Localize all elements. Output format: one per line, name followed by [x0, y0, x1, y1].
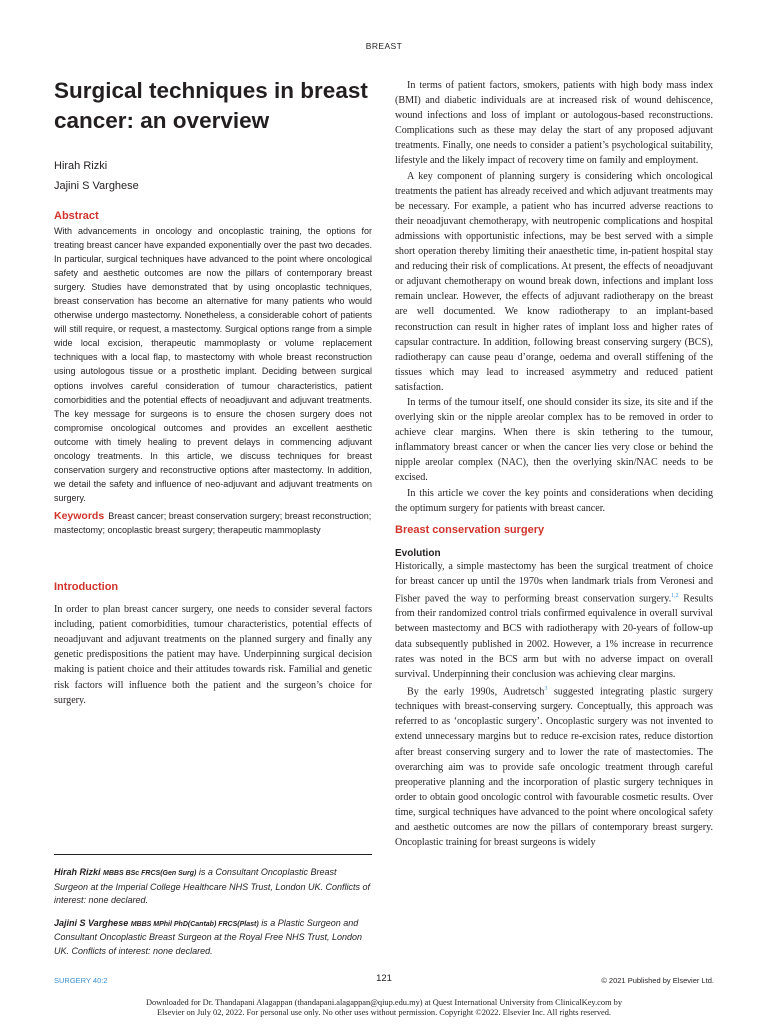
paragraph — [395, 559, 713, 682]
paragraph-text: Historically, a simple mastectomy has been the surgical treatment of choice for breast cancer up until the 1970s when landmark trials from Veronesi and Fisher paved the way to performing breast conservation surgery. — [395, 560, 713, 605]
download-line: Downloaded for Dr. Thandapani Alagappan (thandapani.alagappan@qiup.edu.my) at Quest International University from ClinicalKey.com by — [145, 998, 623, 1007]
author-bios — [54, 866, 372, 967]
keywords-label: Keywords — [54, 509, 105, 522]
paragraph-text: By the early 1990s, Audretsch — [407, 686, 545, 698]
paragraph: A key component of planning surgery is considering which oncological treatments the patient has already received and which adjuvant treatments may be necessary. For example, a patient who has incurred adverse reactions to their neoadjuvant chemotherapy, with neutropenic complications and hospital admissions with opportunistic infections, may be best served with a simple short operation thereby limiting their anaesthetic time, in-patient hospital stay and reducing their risk of complications. At present, the effects of neoadjuvant or adjuvant chemotherapy on wound break down, infections and implant loss remain unclear. However, the effects of adjuvant radiotherapy on the breast are well documented. We know radiotherapy to an implant-based reconstruction can result in higher rates of implant loss and higher rates of capsular contracture. In addition, following breast conserving surgery (BCS), radiotherapy can cause peau d’orange, oedema and overall stiffening of the tissues which may lead to increased asymmetry and reduced patient satisfaction. — [395, 170, 713, 393]
paragraph-text: suggested integrating plastic surgery techniques with breast-conserving surgery. Conceptually, this approach was referred to as ‘oncoplastic surgery’. Oncoplastic surgery was not invented to extend unnecessary margins but to reduce re-excision rates, reduce distortion after breast conserving surgery and to lower the rate of mastectomies. The overarching aim was to provide safe oncologic treatment through careful preoperative planning and the incorporation of plastic surgery techniques in order to obtain good oncologic control with favourable cosmetic results. Over time, surgical techniques have advanced to the point where oncological safety and aesthetic outcomes are now the pillars of contemporary breast surgery. Oncoplastic training for breast surgeons is widely — [395, 686, 713, 849]
reference-link[interactable]: 3 — [544, 685, 548, 692]
bcs-heading: Breast conservation surgery — [395, 523, 545, 536]
bio-text: is a Plastic Surgeon and Consultant Oncoplastic Breast Surgeon at the Royal Free NHS Trust, London UK. Conflicts of interest: none declared. — [54, 917, 362, 956]
right-column — [395, 78, 713, 850]
bio-entry — [54, 917, 372, 959]
author-name: Jajini S Varghese — [54, 180, 139, 192]
introduction-text: In order to plan breast cancer surgery, one needs to consider several factors including, patient comorbidities, tumour characteristics, potential effects of neoadjuvant and adjuvant treatments on the planned surgery and finally any genetic predispositions the patient may have. Underpinning surgical decision making is patient choice and their attitudes towards risk. Familial and genetic risk factors will influence both the patient and the surgeon’s choice for surgery. — [54, 604, 372, 706]
section-tag: BREAST — [365, 41, 403, 51]
paragraph — [395, 682, 713, 850]
bio-name: Jajini S Varghese — [54, 917, 129, 928]
download-line: Elsevier on July 02, 2022. For personal use only. No other uses without permission. Copyright ©2022. Elsevier Inc. All rights reserved. — [156, 1008, 612, 1017]
bio-text: is a Consultant Oncoplastic Breast Surgeon at the Imperial College Healthcare NHS Trust, London UK. Conflicts of interest: none declared. — [54, 867, 370, 905]
paragraph: In terms of the tumour itself, one should consider its size, its site and if the overlying skin or the nipple areolar complex has to be removed in order to achieve clear margins. When there is skin tethering to the tumour, inflammatory breast cancer or when the cancer lies very close or behind the nipple areolar complex (NAC), then the overlying skin/NAC needs to be excised. — [395, 396, 713, 484]
bio-entry — [54, 866, 372, 908]
author-list — [54, 156, 372, 196]
introduction-heading: Introduction — [54, 581, 119, 594]
page-number: 121 — [376, 973, 392, 984]
abstract-heading: Abstract — [54, 210, 99, 222]
author-name: Hirah Rizki — [54, 160, 108, 172]
bio-name: Hirah Rizki — [54, 867, 101, 877]
reference-link[interactable]: 1,2 — [671, 592, 679, 599]
keywords — [54, 509, 372, 537]
left-column — [54, 76, 372, 708]
bio-credentials: MBBS MPhil PhD(Cantab) FRCS(Plast) — [130, 920, 259, 928]
paragraph: In this article we cover the key points and considerations when deciding the optimum surgery for patients with breast cancer. — [395, 487, 713, 514]
evolution-heading: Evolution — [395, 547, 441, 559]
copyright: © 2021 Published by Elsevier Ltd. — [601, 976, 714, 985]
abstract-text: With advancements in oncology and oncoplastic training, the options for treating breast cancer have expanded exponentially over the past two decades. In particular, surgical techniques have advanced to the point where oncological safety and aesthetic outcomes are now the pillars of contemporary breast surgery. Studies have demonstrated that by using oncoplastic techniques, breast conservation has become an alternative for many patients who would otherwise undergo mastectomy. Nonetheless, a considerable cohort of patients will still require, or request, a mastectomy. Surgical options range from a simple wide local excision, therapeutic mammoplasty or volume replacement techniques with a local flap, to mastectomy with whole breast reconstruction using autologous tissue or a prosthetic implant. Deciding between surgical options involves careful consideration of tumour characteristics, patient comorbidities and the potential effects of neoadjuvant and adjuvant treatments. The key message for surgeons is to ensure the chosen surgery does not compromise oncological outcomes and provides an excellent aesthetic outcome with timely healing to prevent delays in commencing adjuvant oncology treatments. In this article, we discuss techniques for breast conservation surgery and reconstructive options after mastectomy. In addition, we detail the safety and influence of neo-adjuvant and adjuvant treatments on surgery. — [54, 226, 372, 503]
journal-citation: SURGERY 40:2 — [54, 976, 108, 985]
paragraph-text: Results from their randomized control trials confirmed equivalence in overall survival between mastectomy and BCS with radiotherapy with 20-years of follow-up data subsequently published in 2002. However, a 1% increase in recurrence rates was noted in the BCS arm but with no adverse impact on overall survival. Underpinning their conclusion was achieving clear margins. — [395, 593, 713, 680]
bio-credentials: MBBS BSc FRCS(Gen Surg) — [103, 870, 197, 877]
bio-divider — [54, 854, 372, 855]
paragraph: In terms of patient factors, smokers, patients with high body mass index (BMI) and diabetic individuals are at increased risk of wound dehiscence, wound infections and loss of implant or autologous-based reconstructions. Complications such as these may delay the start of any proposed adjuvant treatments. Finally, one needs to consider a patient’s psychological suitability, lifestyle and the likely impact of recovery time on family and employment. — [395, 80, 713, 167]
download-notice — [0, 998, 768, 1018]
article-title: Surgical techniques in breast cancer: an overview — [54, 78, 368, 133]
keywords-text: Breast cancer; breast conservation surgery; breast reconstruction; mastectomy; oncoplastic breast surgery; therapeutic mammoplasty — [54, 510, 372, 535]
